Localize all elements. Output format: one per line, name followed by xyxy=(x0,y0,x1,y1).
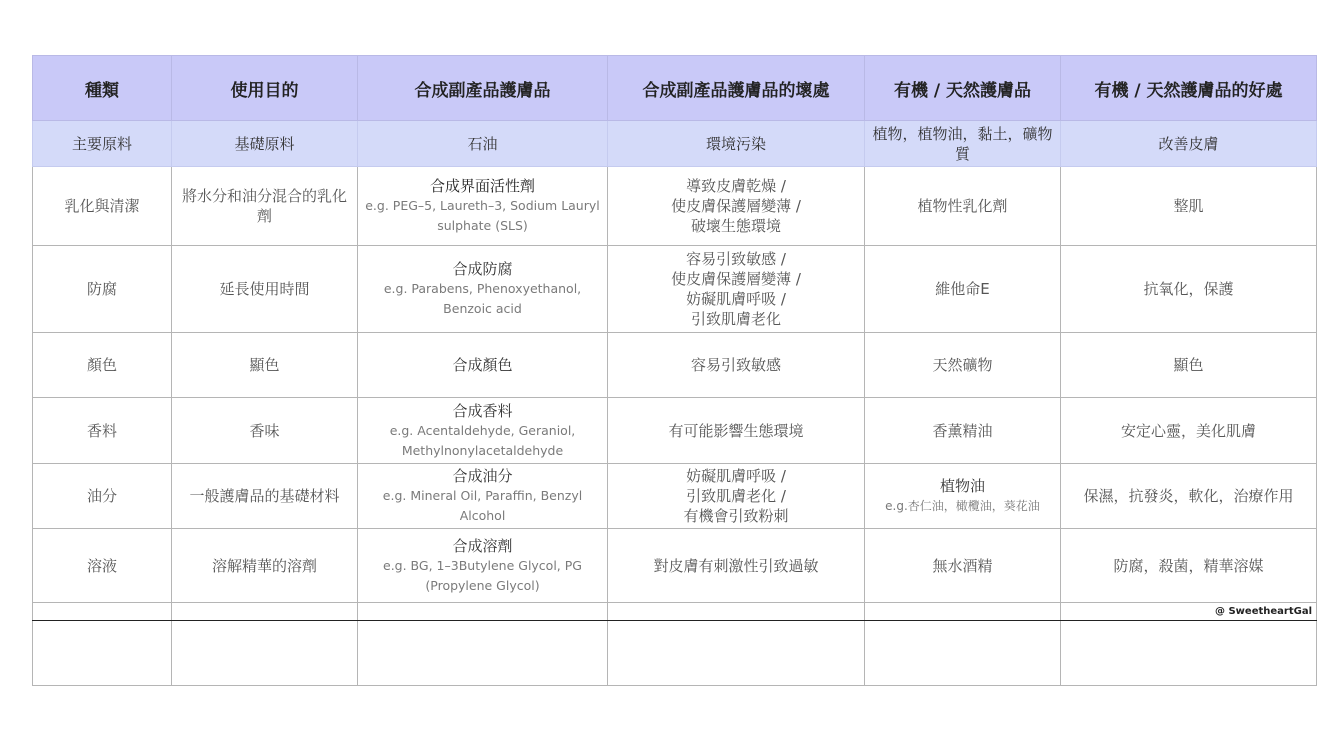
natural-cell: 維他命E xyxy=(865,246,1061,333)
header-cell-natural-benefit: 有機 / 天然護膚品的好處 xyxy=(1061,56,1317,121)
harm-line: 妨礙肌膚呼吸 / xyxy=(686,290,786,308)
harm-cell xyxy=(608,167,865,246)
table-row xyxy=(33,333,1317,398)
header-cell-purpose: 使用目的 xyxy=(172,56,358,121)
benefit-cell: 安定心靈，美化肌膚 xyxy=(1061,398,1317,464)
synthetic-cell xyxy=(358,398,608,464)
harm-line: 使皮膚保護層變薄 / xyxy=(671,197,801,215)
synthetic-example: e.g. BG, 1–3Butylene Glycol, PG (Propylene Glycol) xyxy=(383,557,582,593)
harm-cell xyxy=(608,333,865,398)
benefit-cell: 保濕，抗發炎，軟化，治療作用 xyxy=(1061,464,1317,529)
type-cell: 香料 xyxy=(33,398,172,464)
subheader-cell-type: 主要原料 xyxy=(33,121,172,167)
watermark-row xyxy=(33,603,1317,621)
table-row xyxy=(33,398,1317,464)
harm-line: 容易引致敏感 xyxy=(690,356,781,374)
harm-line: 妨礙肌膚呼吸 / xyxy=(686,467,786,485)
purpose-cell: 一般護膚品的基礎材料 xyxy=(172,464,358,529)
table-row xyxy=(33,464,1317,529)
synthetic-example: e.g. Parabens, Phenoxyethanol, Benzoic acid xyxy=(383,281,582,316)
table-row xyxy=(33,167,1317,246)
synthetic-name: 合成界面活性劑 xyxy=(429,177,535,195)
purpose-cell: 溶解精華的溶劑 xyxy=(172,529,358,603)
synthetic-example: e.g. PEG–5, Laureth–3, Sodium Lauryl sulphate (SLS) xyxy=(365,198,600,233)
natural-cell: 天然礦物 xyxy=(865,333,1061,398)
harm-line: 使皮膚保護層變薄 / xyxy=(671,270,801,288)
type-cell: 乳化與清潔 xyxy=(33,167,172,246)
type-cell: 溶液 xyxy=(33,529,172,603)
subheader-cell-natural-benefit: 改善皮膚 xyxy=(1061,121,1317,167)
synthetic-cell xyxy=(358,464,608,529)
header-cell-synthetic: 合成副產品護膚品 xyxy=(358,56,608,121)
type-cell: 顏色 xyxy=(33,333,172,398)
natural-name: 植物油 xyxy=(939,477,985,495)
purpose-cell: 延長使用時間 xyxy=(172,246,358,333)
natural-cell: 植物性乳化劑 xyxy=(865,167,1061,246)
empty-row xyxy=(33,621,1317,686)
subheader-cell-synthetic: 石油 xyxy=(358,121,608,167)
subheader-cell-synthetic-harm: 環境污染 xyxy=(608,121,865,167)
watermark-text: @ SweetheartGal xyxy=(1061,603,1317,621)
benefit-cell: 抗氧化，保護 xyxy=(1061,246,1317,333)
synthetic-example: e.g. Mineral Oil, Paraffin, Benzyl Alcohol xyxy=(382,488,583,523)
harm-cell xyxy=(608,246,865,333)
benefit-cell: 防腐，殺菌，精華溶媒 xyxy=(1061,529,1317,603)
type-cell: 防腐 xyxy=(33,246,172,333)
harm-line: 引致肌膚老化 / xyxy=(686,487,786,505)
harm-line: 破壞生態環境 xyxy=(690,217,781,235)
type-cell: 油分 xyxy=(33,464,172,529)
natural-cell xyxy=(865,464,1061,529)
purpose-cell: 香味 xyxy=(172,398,358,464)
synthetic-name: 合成溶劑 xyxy=(452,536,513,555)
natural-cell: 無水酒精 xyxy=(865,529,1061,603)
harm-line: 有可能影響生態環境 xyxy=(668,421,804,440)
purpose-cell: 顯色 xyxy=(172,333,358,398)
header-row xyxy=(33,56,1317,121)
natural-example: e.g.杏仁油，橄欖油，葵花油 xyxy=(885,499,1040,513)
header-cell-type: 種類 xyxy=(33,56,172,121)
synthetic-name: 合成油分 xyxy=(452,467,513,485)
benefit-cell: 顯色 xyxy=(1061,333,1317,398)
subheader-cell-natural: 植物，植物油，黏土，礦物質 xyxy=(865,121,1061,167)
synthetic-name: 合成顏色 xyxy=(452,356,513,374)
harm-line: 導致皮膚乾燥 / xyxy=(686,177,786,195)
purpose-cell: 將水分和油分混合的乳化劑 xyxy=(172,167,358,246)
synthetic-example: e.g. Acentaldehyde, Geraniol, Methylnonylacetaldehyde xyxy=(389,422,576,458)
synthetic-cell xyxy=(358,167,608,246)
harm-line: 有機會引致粉刺 xyxy=(683,507,789,525)
benefit-cell: 整肌 xyxy=(1061,167,1317,246)
harm-line: 容易引致敏感 / xyxy=(686,250,786,268)
comparison-table xyxy=(32,55,1317,686)
header-cell-synthetic-harm: 合成副產品護膚品的壞處 xyxy=(608,56,865,121)
harm-cell xyxy=(608,464,865,529)
comparison-table-wrapper xyxy=(32,55,1317,686)
subheader-cell-purpose: 基礎原料 xyxy=(172,121,358,167)
harm-cell xyxy=(608,398,865,464)
synthetic-cell xyxy=(358,333,608,398)
synthetic-name: 合成防腐 xyxy=(452,260,513,278)
harm-line: 引致肌膚老化 xyxy=(690,310,781,328)
table-row xyxy=(33,529,1317,603)
synthetic-name: 合成香料 xyxy=(452,401,513,420)
synthetic-cell xyxy=(358,529,608,603)
subheader-row xyxy=(33,121,1317,167)
synthetic-cell xyxy=(358,246,608,333)
harm-cell xyxy=(608,529,865,603)
table-row xyxy=(33,246,1317,333)
natural-cell: 香薰精油 xyxy=(865,398,1061,464)
harm-line: 對皮膚有刺激性引致過敏 xyxy=(653,556,819,575)
header-cell-natural: 有機 / 天然護膚品 xyxy=(865,56,1061,121)
